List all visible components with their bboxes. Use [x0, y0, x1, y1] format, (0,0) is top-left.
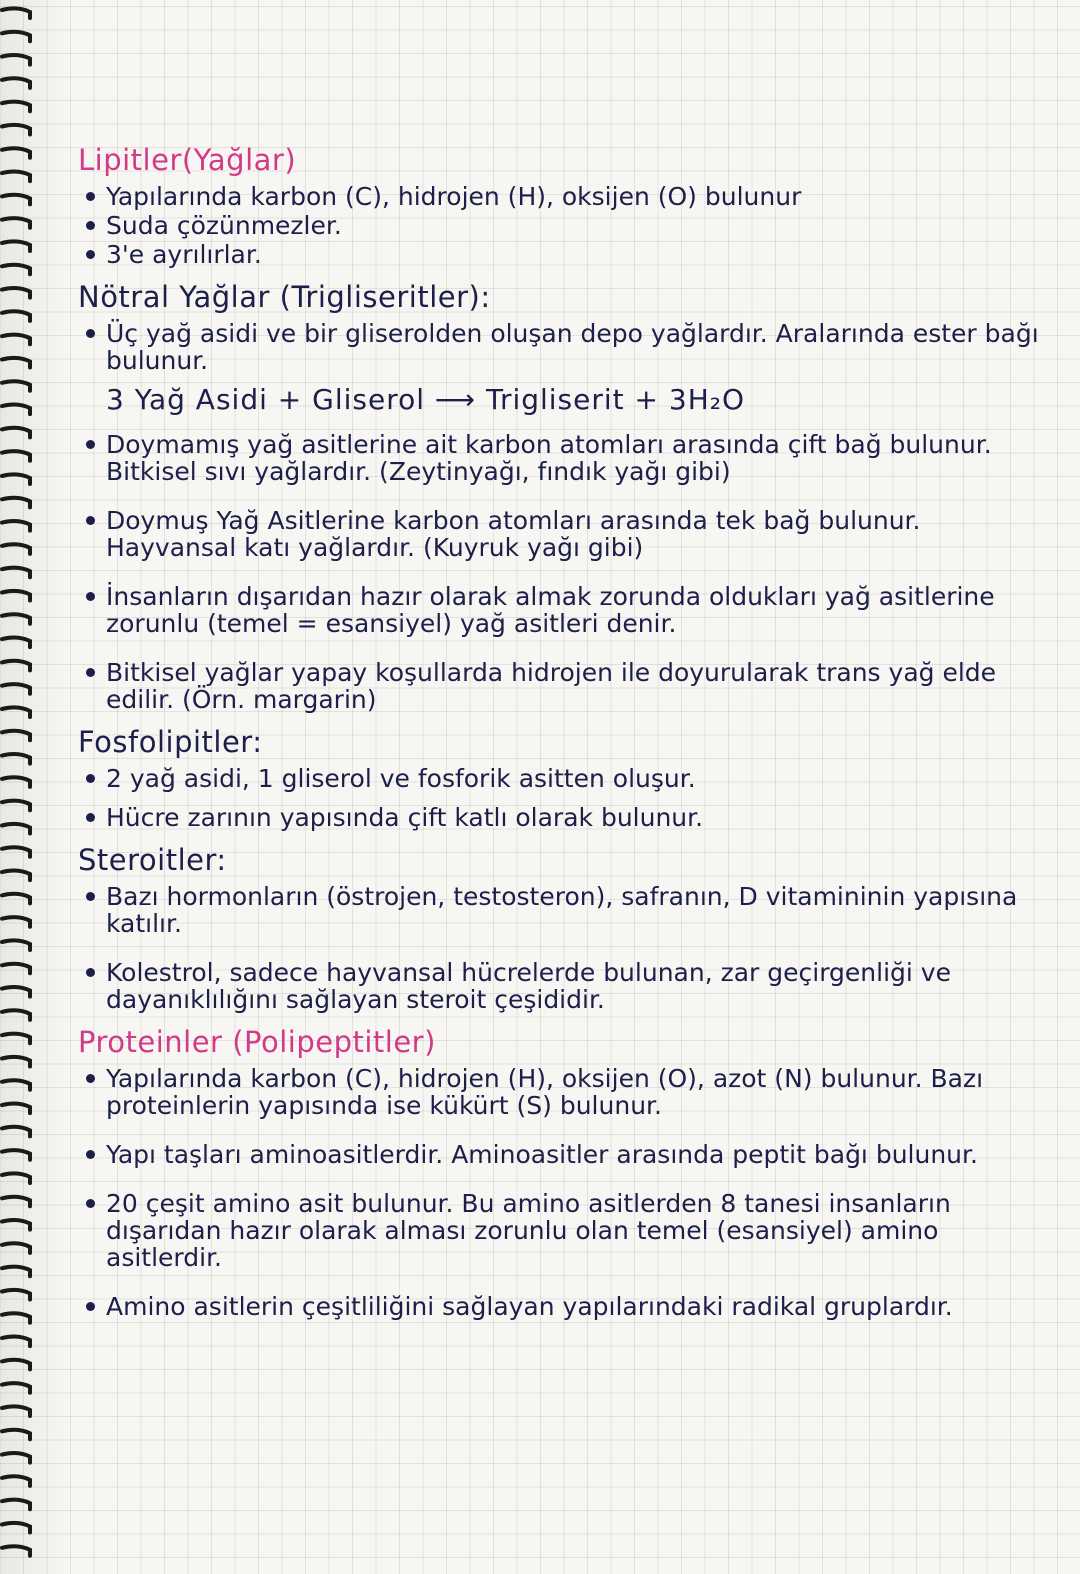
spiral-ring: [2, 311, 30, 321]
spiral-ring: [2, 1127, 30, 1137]
phospholipids-bullet: 2 yağ asidi, 1 gliserol ve fosforik asitten oluşur.: [82, 765, 1044, 792]
spiral-ring: [2, 1453, 30, 1463]
spiral-ring: [2, 358, 30, 368]
spiral-ring: [2, 1220, 30, 1230]
spiral-ring: [2, 568, 30, 578]
spiral-ring: [2, 1173, 30, 1183]
spiral-ring: [2, 544, 30, 554]
spiral-ring: [2, 987, 30, 997]
spiral-ring: [2, 754, 30, 764]
spiral-ring: [2, 1080, 30, 1090]
spiral-ring: [2, 474, 30, 484]
spiral-ring: [2, 335, 30, 345]
phospholipids-bullet: Hücre zarının yapısında çift katlı olarak bulunur.: [82, 804, 1044, 831]
spiral-ring: [2, 428, 30, 438]
lipids-bullet: Yapılarında karbon (C), hidrojen (H), oksijen (O) bulunur: [82, 183, 1044, 210]
spiral-ring: [2, 871, 30, 881]
spiral-ring: [2, 125, 30, 135]
lipids-bullet: Suda çözünmezler.: [82, 212, 1044, 239]
spiral-ring: [2, 381, 30, 391]
spiral-ring: [2, 1034, 30, 1044]
neutral-bullet: İnsanların dışarıdan hazır olarak almak zorunda oldukları yağ asitlerine zorunlu (temel = esansiyel) yağ asitleri denir.: [82, 583, 1044, 637]
spiral-ring: [2, 661, 30, 671]
spiral-ring: [2, 498, 30, 508]
steroids-bullet: Bazı hormonların (östrojen, testosteron), safranın, D vitamininin yapısına katılır.: [82, 883, 1044, 937]
spiral-ring: [2, 1104, 30, 1114]
trigliserit-equation: 3 Yağ Asidi + Gliserol ⟶ Trigliserit + 3H₂O: [106, 383, 746, 416]
proteins-bullet: Yapılarında karbon (C), hidrojen (H), oksijen (O), azot (N) bulunur. Bazı proteinlerin yapısında ise kükürt (S) bulunur.: [82, 1065, 1044, 1119]
spiral-ring: [2, 1500, 30, 1510]
spiral-ring: [2, 288, 30, 298]
spiral-ring: [2, 218, 30, 228]
spiral-ring: [2, 940, 30, 950]
spiral-ring: [2, 1383, 30, 1393]
spiral-ring: [2, 707, 30, 717]
spiral-ring: [2, 1337, 30, 1347]
lipids-bullet: 3'e ayrılırlar.: [82, 241, 1044, 268]
spiral-ring: [2, 1057, 30, 1067]
spiral-ring: [2, 917, 30, 927]
spiral-ring: [2, 964, 30, 974]
spiral-ring: [2, 1197, 30, 1207]
spiral-ring: [2, 1267, 30, 1277]
spiral-ring: [2, 8, 30, 18]
spiral-ring: [2, 1150, 30, 1160]
spiral-ring: [2, 894, 30, 904]
steroids-heading: Steroitler:: [78, 843, 227, 877]
spiral-binding: [0, 0, 40, 1574]
neutral-fats-heading: Nötral Yağlar (Trigliseritler):: [78, 280, 491, 314]
neutral-bullet: Doymuş Yağ Asitlerine karbon atomları arasında tek bağ bulunur. Hayvansal katı yağlardır. (Kuyruk yağı gibi): [82, 507, 1044, 561]
spiral-ring: [2, 777, 30, 787]
proteins-bullet: Amino asitlerin çeşitliliğini sağlayan yapılarındaki radikal gruplardır.: [82, 1293, 1044, 1320]
spiral-ring: [2, 78, 30, 88]
spiral-ring: [2, 614, 30, 624]
spiral-ring: [2, 1430, 30, 1440]
neutral-bullet: Üç yağ asidi ve bir gliserolden oluşan depo yağlardır. Aralarında ester bağı bulunur.: [82, 320, 1044, 374]
spiral-ring: [2, 55, 30, 65]
spiral-ring: [2, 1010, 30, 1020]
lipids-heading: Lipitler(Yağlar): [78, 143, 297, 177]
spiral-ring: [2, 102, 30, 112]
neutral-bullet: Doymamış yağ asitlerine ait karbon atomları arasında çift bağ bulunur. Bitkisel sıvı yağlardır. (Zeytinyağı, fındık yağı gibi): [82, 431, 1044, 485]
spiral-ring: [2, 1476, 30, 1486]
spiral-ring: [2, 824, 30, 834]
spiral-ring: [2, 195, 30, 205]
spiral-ring: [2, 405, 30, 415]
spiral-ring: [2, 521, 30, 531]
spiral-ring: [2, 684, 30, 694]
spiral-ring: [2, 148, 30, 158]
spiral-ring: [2, 1546, 30, 1556]
spiral-ring: [2, 241, 30, 251]
spiral-ring: [2, 1360, 30, 1370]
spiral-ring: [2, 1290, 30, 1300]
spiral-ring: [2, 847, 30, 857]
spiral-ring: [2, 1243, 30, 1253]
spiral-ring: [2, 32, 30, 42]
spiral-ring: [2, 801, 30, 811]
spiral-ring: [2, 1313, 30, 1323]
proteins-bullet: Yapı taşları aminoasitlerdir. Aminoasitler arasında peptit bağı bulunur.: [82, 1141, 1044, 1168]
spiral-ring: [2, 265, 30, 275]
spiral-ring: [2, 172, 30, 182]
spiral-ring: [2, 1406, 30, 1416]
notes-content: [74, 135, 1044, 1332]
spiral-ring: [2, 731, 30, 741]
proteins-heading: Proteinler (Polipeptitler): [78, 1025, 436, 1059]
spiral-ring: [2, 638, 30, 648]
proteins-bullet: 20 çeşit amino asit bulunur. Bu amino asitlerden 8 tanesi insanların dışarıdan hazır olarak alması zorunlu olan temel (esansiyel) amino asitlerdir.: [82, 1190, 1044, 1271]
neutral-bullet: Bitkisel yağlar yapay koşullarda hidrojen ile doyurularak trans yağ elde edilir. (Örn. margarin): [82, 659, 1044, 713]
phospholipids-heading: Fosfolipitler:: [78, 725, 263, 759]
spiral-ring: [2, 451, 30, 461]
steroids-bullet: Kolestrol, sadece hayvansal hücrelerde bulunan, zar geçirgenliği ve dayanıklılığını sağlayan steroit çeşididir.: [82, 959, 1044, 1013]
spiral-ring: [2, 1523, 30, 1533]
spiral-ring: [2, 591, 30, 601]
